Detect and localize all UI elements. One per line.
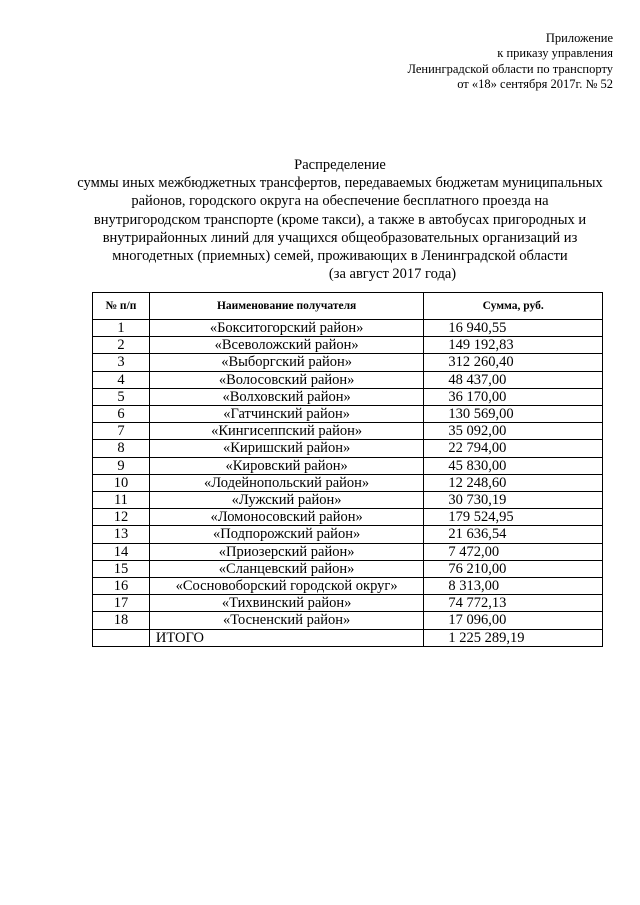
row-sum: 45 830,00 bbox=[424, 457, 603, 474]
recipient-name: «Гатчинский район» bbox=[149, 406, 423, 423]
row-sum: 16 940,55 bbox=[424, 320, 603, 337]
table-row bbox=[93, 371, 603, 388]
row-number: 1 bbox=[93, 320, 150, 337]
total-sum: 1 225 289,19 bbox=[424, 629, 603, 646]
recipient-name: «Всеволожский район» bbox=[149, 337, 423, 354]
row-number: 7 bbox=[93, 423, 150, 440]
appendix-header bbox=[407, 31, 613, 92]
row-number: 15 bbox=[93, 560, 150, 577]
table-row bbox=[93, 457, 603, 474]
table-row bbox=[93, 474, 603, 491]
recipient-name: «Лодейнопольский район» bbox=[149, 474, 423, 491]
recipient-name: «Сланцевский район» bbox=[149, 560, 423, 577]
title-line-5: внутрирайонных линий для учащихся общеобразовательных организаций из bbox=[102, 229, 578, 246]
table-row bbox=[93, 526, 603, 543]
row-sum: 21 636,54 bbox=[424, 526, 603, 543]
total-label: ИТОГО bbox=[149, 629, 423, 646]
col-header-number: № п/п bbox=[93, 293, 150, 320]
recipient-name: «Бокситогорский район» bbox=[149, 320, 423, 337]
row-number: 13 bbox=[93, 526, 150, 543]
row-number: 4 bbox=[93, 371, 150, 388]
row-number: 3 bbox=[93, 354, 150, 371]
table-row bbox=[93, 595, 603, 612]
table-row bbox=[93, 320, 603, 337]
table-header-row bbox=[93, 293, 603, 320]
title-line-4: внутригородском транспорте (кроме такси), а также в автобусах пригородных и bbox=[93, 211, 587, 228]
row-number: 18 bbox=[93, 612, 150, 629]
table-row bbox=[93, 388, 603, 405]
table-row bbox=[93, 612, 603, 629]
row-number: 14 bbox=[93, 543, 150, 560]
title-line-3: районов, городского округа на обеспечение бесплатного проезда на bbox=[131, 193, 549, 210]
row-number: 9 bbox=[93, 457, 150, 474]
row-number: 8 bbox=[93, 440, 150, 457]
table-row bbox=[93, 406, 603, 423]
appendix-line-2: к приказу управления bbox=[497, 46, 613, 61]
row-number: 2 bbox=[93, 337, 150, 354]
row-sum: 7 472,00 bbox=[424, 543, 603, 560]
row-number: 17 bbox=[93, 595, 150, 612]
recipient-name: «Подпорожский район» bbox=[149, 526, 423, 543]
recipient-name: «Волосовский район» bbox=[149, 371, 423, 388]
recipient-name: «Выборгский район» bbox=[149, 354, 423, 371]
appendix-line-4: от «18» сентября 2017г. № 52 bbox=[457, 76, 613, 91]
appendix-line-3: Ленинградской области по транспорту bbox=[407, 61, 613, 76]
row-number: 12 bbox=[93, 509, 150, 526]
table-row bbox=[93, 509, 603, 526]
title-period: (за август 2017 года) bbox=[328, 266, 457, 283]
title-line-6: многодетных (приемных) семей, проживающих в Ленинградской области bbox=[112, 248, 568, 265]
recipient-name: «Волховский район» bbox=[149, 388, 423, 405]
recipient-name: «Сосновоборский городской округ» bbox=[149, 578, 423, 595]
table-row bbox=[93, 440, 603, 457]
recipient-name: «Киришский район» bbox=[149, 440, 423, 457]
row-sum: 48 437,00 bbox=[424, 371, 603, 388]
row-number: 16 bbox=[93, 578, 150, 595]
table-row bbox=[93, 492, 603, 509]
row-sum: 149 192,83 bbox=[424, 337, 603, 354]
table-row bbox=[93, 578, 603, 595]
table-row bbox=[93, 543, 603, 560]
row-sum: 76 210,00 bbox=[424, 560, 603, 577]
row-sum: 30 730,19 bbox=[424, 492, 603, 509]
col-header-recipient: Наименование получателя bbox=[149, 293, 423, 320]
total-number-cell bbox=[93, 629, 150, 646]
recipient-name: «Кировский район» bbox=[149, 457, 423, 474]
recipient-name: «Лужский район» bbox=[149, 492, 423, 509]
row-sum: 36 170,00 bbox=[424, 388, 603, 405]
row-number: 10 bbox=[93, 474, 150, 491]
recipient-name: «Приозерский район» bbox=[149, 543, 423, 560]
row-sum: 8 313,00 bbox=[424, 578, 603, 595]
row-sum: 130 569,00 bbox=[424, 406, 603, 423]
col-header-sum: Сумма, руб. bbox=[424, 293, 603, 320]
title-line-1: Распределение bbox=[294, 157, 386, 173]
row-sum: 17 096,00 bbox=[424, 612, 603, 629]
total-row bbox=[93, 629, 603, 646]
row-sum: 35 092,00 bbox=[424, 423, 603, 440]
row-number: 5 bbox=[93, 388, 150, 405]
table-row bbox=[93, 354, 603, 371]
row-sum: 12 248,60 bbox=[424, 474, 603, 491]
row-sum: 312 260,40 bbox=[424, 354, 603, 371]
recipient-name: «Кингисеппский район» bbox=[149, 423, 423, 440]
title-line-2: суммы иных межбюджетных трансфертов, передаваемых бюджетам муниципальных bbox=[77, 175, 603, 192]
row-number: 6 bbox=[93, 406, 150, 423]
table-row bbox=[93, 423, 603, 440]
appendix-line-1: Приложение bbox=[545, 31, 613, 45]
recipient-name: «Ломоносовский район» bbox=[149, 509, 423, 526]
row-number: 11 bbox=[93, 492, 150, 509]
table-row bbox=[93, 337, 603, 354]
table-row bbox=[93, 560, 603, 577]
recipient-name: «Тосненский район» bbox=[149, 612, 423, 629]
row-sum: 179 524,95 bbox=[424, 509, 603, 526]
document-title bbox=[40, 156, 640, 283]
recipient-name: «Тихвинский район» bbox=[149, 595, 423, 612]
row-sum: 22 794,00 bbox=[424, 440, 603, 457]
row-sum: 74 772,13 bbox=[424, 595, 603, 612]
distribution-table bbox=[92, 292, 603, 647]
